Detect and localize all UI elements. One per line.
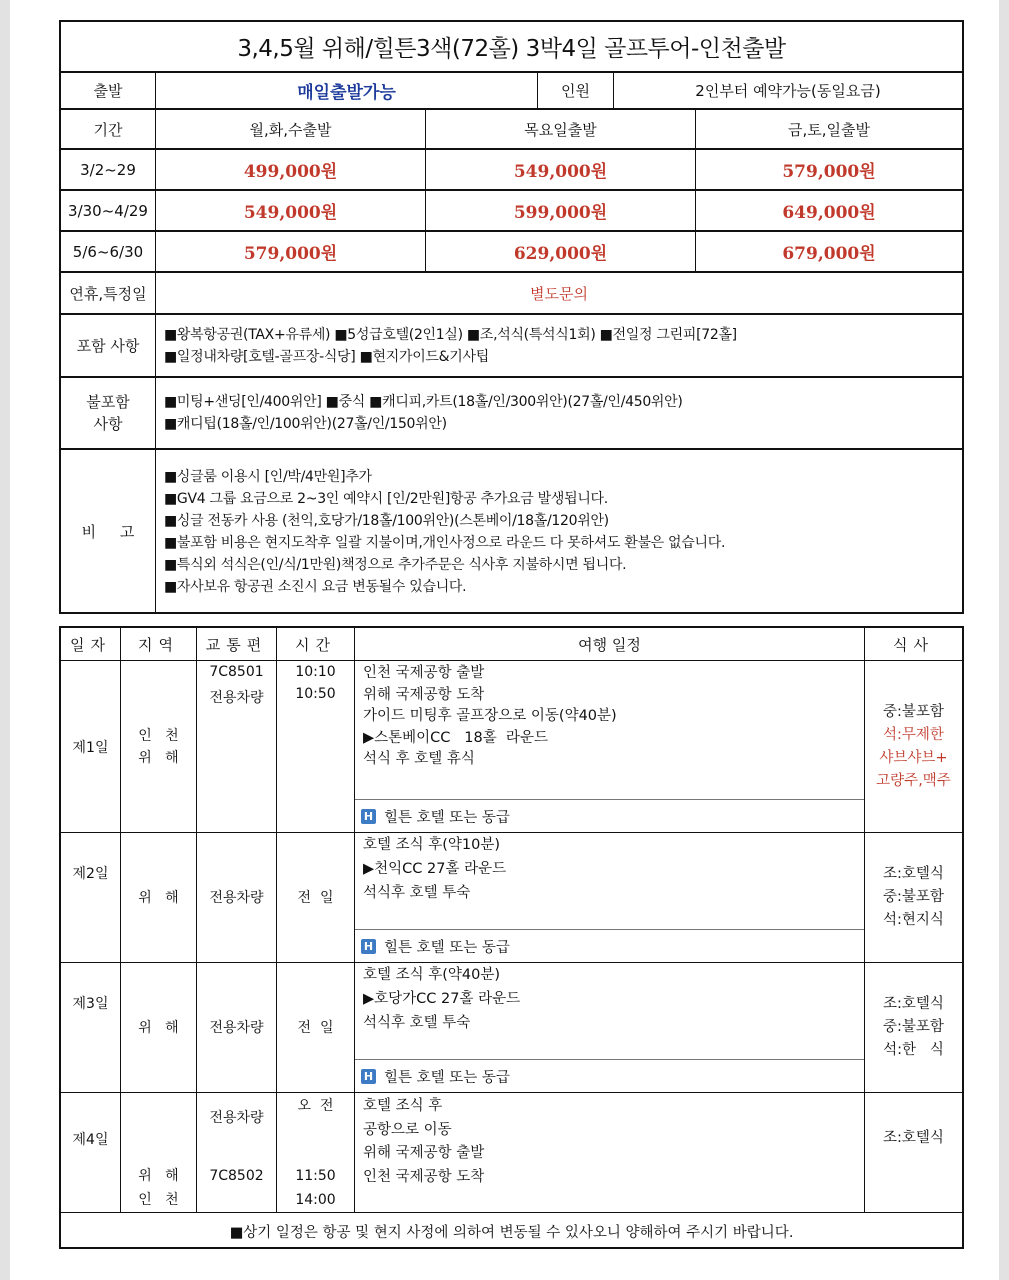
price-cell: 579,000원 (156, 232, 426, 271)
remark-item: ■자사보유 항공권 소진시 요금 변동될수 있습니다. (164, 579, 467, 595)
price-cell: 579,000원 (782, 162, 876, 182)
price-cell: 599,000원 (426, 191, 696, 230)
schedule-line: 석식후 호텔 투숙 (363, 1015, 471, 1031)
schedule-cell (355, 661, 865, 832)
excluded-list (156, 378, 962, 448)
excluded-item: ■미팅+샌딩[인/400위안] ■중식 ■캐디피,카트(18홀/인/300위안)(27홀/인/450위안) (164, 394, 683, 410)
remark-item: ■싱글룸 이용시 [인/박/4만원]추가 (164, 469, 372, 485)
header-meals: 식사 (893, 635, 934, 654)
page-margin-right (999, 0, 1009, 1280)
itinerary-day-2 (61, 833, 962, 963)
remark-item: ■특식외 석식은(인/식/1만원)책정으로 추가주문은 식사후 지불하시면 됩니다. (164, 557, 627, 573)
header-schedule: 여행 일정 (355, 628, 865, 660)
region-cell: 위 해 인 천 (121, 1093, 197, 1212)
remarks-list (156, 450, 962, 612)
holiday-value: 별도문의 (530, 284, 588, 303)
schedule-cell (355, 963, 865, 1092)
meal-cell: 중:불포함 석:무제한 샤브샤브+ 고량주,맥주 (876, 703, 951, 789)
header-time: 시간 (277, 628, 355, 660)
hotel-row (355, 799, 864, 832)
holiday-label: 연휴,특정일 (61, 273, 156, 313)
transport-cell: 전용차량 7C8502 (197, 1093, 277, 1212)
included-list (156, 315, 962, 376)
schedule-line: 공항으로 이동 (363, 1121, 452, 1138)
price-cell: 499,000원 (156, 150, 426, 189)
hotel-icon: H (361, 1069, 376, 1084)
hotel-row (355, 1059, 864, 1092)
meal-cell: 조:호텔식 중:불포함 석:한 식 (883, 996, 944, 1058)
period-cell: 3/30~4/29 (61, 191, 156, 230)
region-cell: 위 해 (121, 833, 197, 962)
header-date: 일자 (61, 628, 121, 660)
day-label: 제1일 (61, 661, 121, 832)
schedule-line: 호텔 조식 후(약10분) (363, 837, 501, 853)
excluded-label: 불포함 사항 (61, 378, 156, 448)
price-col-header: 금,토,일출발 (788, 120, 870, 139)
header-region: 지역 (121, 628, 197, 660)
excluded-row (61, 378, 962, 450)
page-margin-left (0, 0, 10, 1280)
hotel-name: 힐튼 호텔 또는 동급 (384, 939, 510, 956)
itinerary-table (59, 626, 964, 1249)
day-label: 제2일 (61, 833, 121, 962)
hotel-name: 힐튼 호텔 또는 동급 (384, 809, 510, 826)
day-label: 제4일 (61, 1093, 121, 1212)
hotel-row (355, 929, 864, 962)
schedule-line: 가이드 미팅후 골프장으로 이동(약40분) (363, 708, 617, 724)
transport-cell: 전용차량 (197, 833, 277, 962)
schedule-line: 위해 국제공항 도착 (363, 686, 485, 703)
region-cell: 인 천 위 해 (121, 661, 197, 832)
price-row (61, 232, 962, 273)
transport-cell: 전용차량 (197, 963, 277, 1092)
time-cell: 10:10 10:50 (277, 661, 355, 832)
remarks-row (61, 450, 962, 612)
itinerary-header (61, 628, 962, 661)
remark-item: ■GV4 그룹 요금으로 2~3인 예약시 [인/2만원]항공 추가요금 발생됩니다. (164, 491, 608, 507)
itinerary-day-4 (61, 1093, 962, 1213)
price-cell: 649,000원 (782, 203, 876, 223)
schedule-line: 호텔 조식 후 (363, 1098, 443, 1114)
price-cell: 549,000원 (426, 150, 696, 189)
schedule-line: 인천 국제공항 출발 (363, 665, 485, 681)
period-label: 기간 (61, 110, 156, 148)
price-row (61, 150, 962, 191)
included-label: 포함 사항 (61, 315, 156, 376)
time-cell: 전 일 (277, 963, 355, 1092)
schedule-line: 석식후 호텔 투숙 (363, 885, 471, 901)
schedule-line: ▶스톤베이CC 18홀 라운드 (363, 729, 548, 746)
holiday-row (61, 273, 962, 315)
schedule-line: 호텔 조식 후(약40분) (363, 967, 501, 983)
day-label: 제3일 (61, 963, 121, 1092)
time-cell: 전 일 (277, 833, 355, 962)
schedule-line: ▶천익CC 27홀 라운드 (363, 861, 507, 877)
remark-item: ■불포함 비용은 현지도착후 일괄 지불이며,개인사정으로 라운드 다 못하셔도 환불은 없습니다. (164, 535, 726, 551)
people-value: 2인부터 예약가능(동일요금) (695, 82, 881, 100)
schedule-cell (355, 833, 865, 962)
price-cell: 629,000원 (426, 232, 696, 271)
hotel-icon: H (361, 809, 376, 824)
included-item: ■일정내차량[호텔-골프장-식당] ■현지가이드&기사팁 (164, 348, 489, 365)
schedule-line: ▶호당가CC 27홀 라운드 (363, 991, 521, 1007)
price-col-header: 월,화,수출발 (156, 110, 426, 148)
header-transport: 교통편 (197, 628, 277, 660)
excluded-item: ■캐디팁(18홀/인/100위안)(27홀/인/150위안) (164, 416, 447, 432)
region-cell: 위 해 (121, 963, 197, 1092)
people-label: 인원 (538, 73, 614, 108)
price-cell: 549,000원 (156, 191, 426, 230)
price-row (61, 191, 962, 232)
schedule-line: 위해 국제공항 출발 (363, 1145, 485, 1161)
price-header-row (61, 110, 962, 150)
itinerary-day-1 (61, 661, 962, 833)
schedule-cell (355, 1093, 865, 1212)
price-col-header: 목요일출발 (426, 110, 696, 148)
price-cell: 679,000원 (782, 244, 876, 264)
itinerary-day-3 (61, 963, 962, 1093)
period-cell: 5/6~6/30 (61, 232, 156, 271)
tour-info-table (59, 20, 964, 614)
hotel-name: 힐튼 호텔 또는 동급 (384, 1069, 510, 1086)
departure-value: 매일출발가능 (156, 73, 538, 108)
meal-cell: 조:호텔식 (883, 1130, 944, 1146)
page-title: 3,4,5월 위해/힐튼3색(72홀) 3박4일 골프투어-인천출발 (61, 22, 962, 73)
hotel-icon: H (361, 939, 376, 954)
departure-label: 출발 (61, 73, 156, 108)
period-cell: 3/2~29 (61, 150, 156, 189)
meal-cell: 조:호텔식 중:불포함 석:현지식 (883, 866, 944, 928)
footer-note: ■상기 일정은 항공 및 현지 사정에 의하여 변동될 수 있사오니 양해하여 주시기 바랍니다. (229, 1224, 794, 1241)
remark-item: ■싱글 전동카 사용 (천익,호당가/18홀/100위안)(스톤베이/18홀/120위안) (164, 513, 609, 529)
departure-row (61, 73, 962, 110)
time-cell: 오 전 11:50 14:00 (277, 1093, 355, 1212)
remarks-label: 비 고 (61, 450, 156, 612)
schedule-line: 석식 후 호텔 휴식 (363, 751, 475, 767)
included-item: ■왕복항공권(TAX+유류세) ■5성급호텔(2인1실) ■조,석식(특석식1회) ■전일정 그린피[72홀] (164, 326, 737, 343)
included-row (61, 315, 962, 378)
transport-cell: 7C8501 전용차량 (197, 661, 277, 832)
schedule-line: 인천 국제공항 도착 (363, 1168, 485, 1185)
